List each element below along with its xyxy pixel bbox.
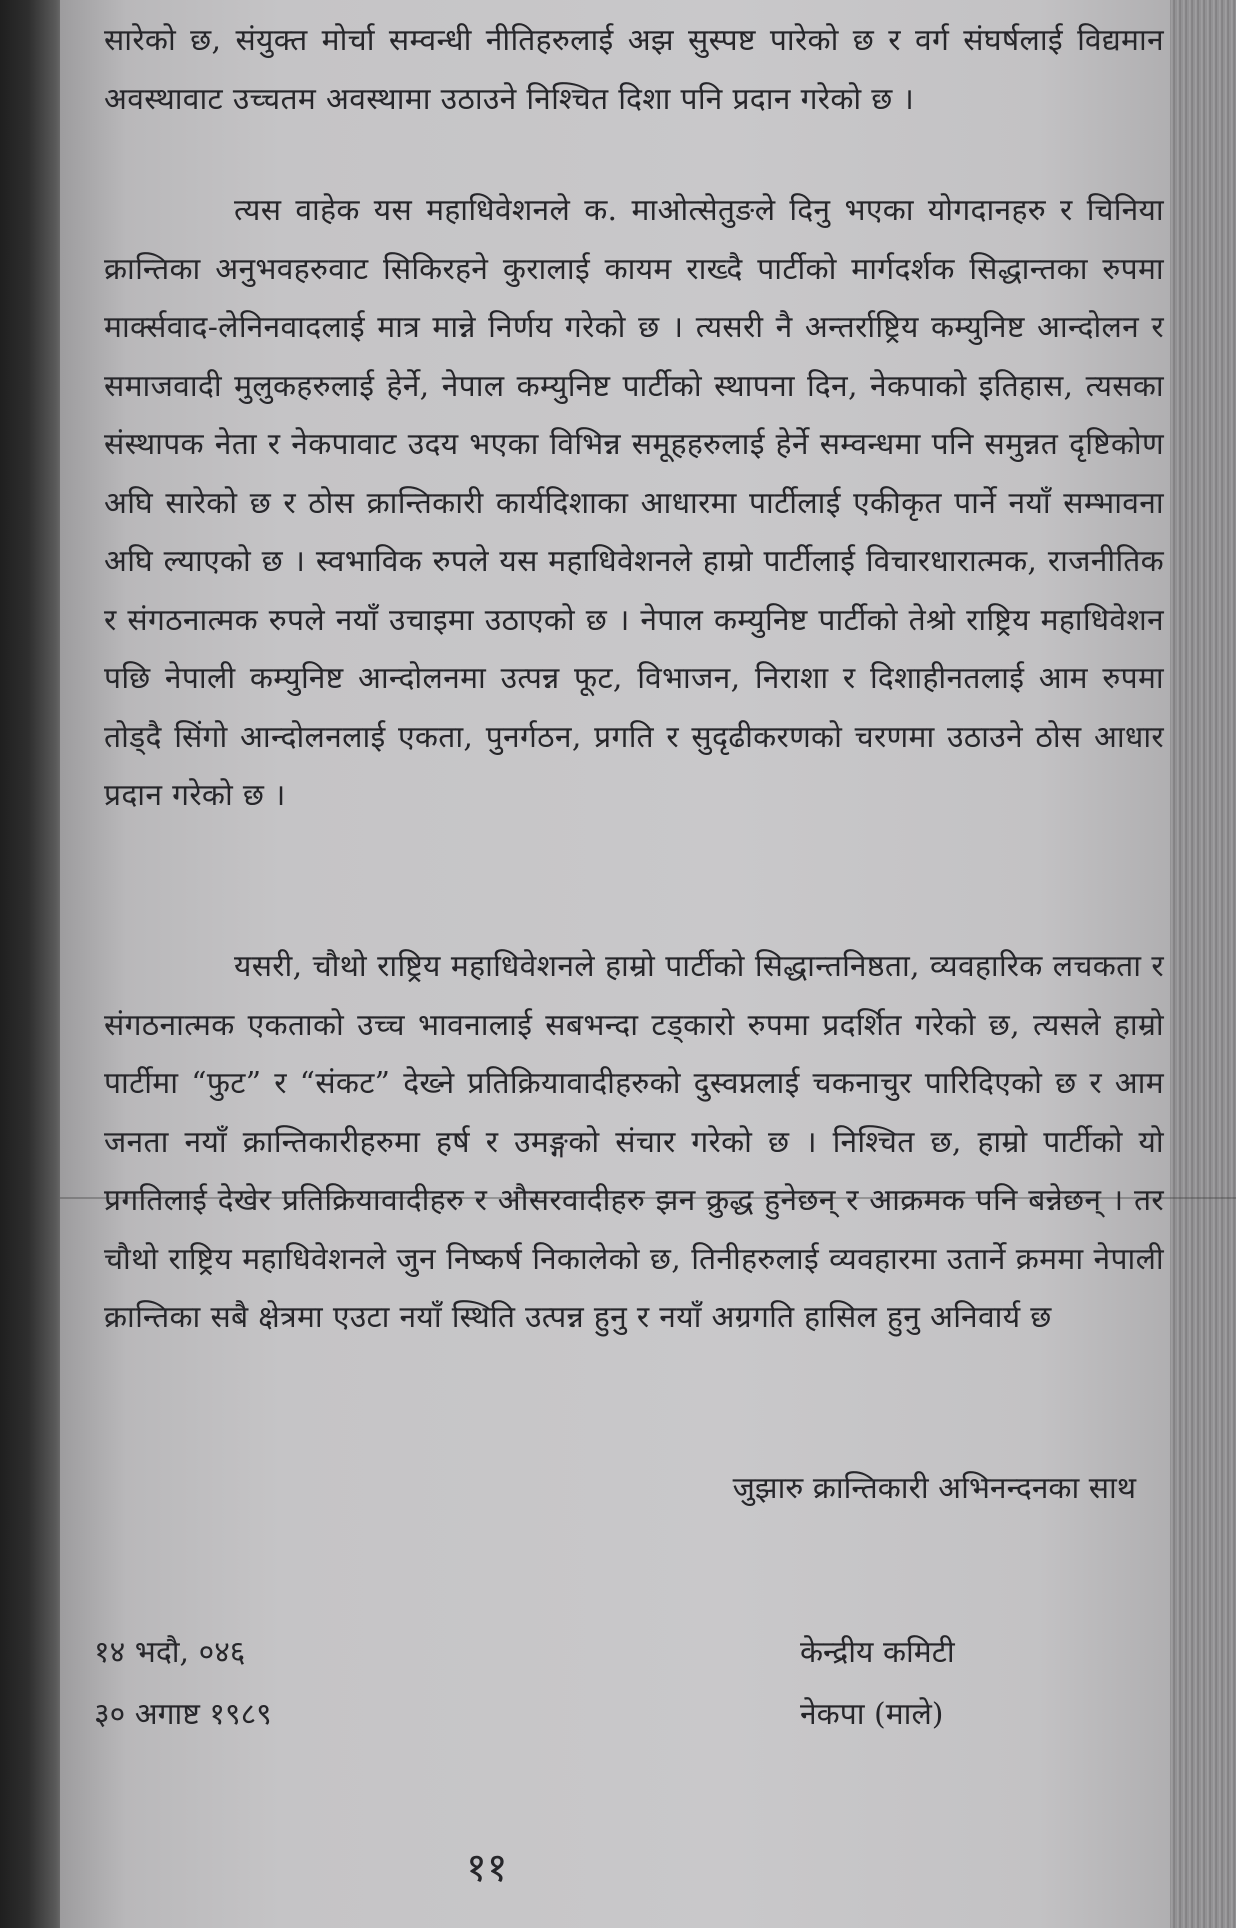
paragraph-3: यसरी, चौथो राष्ट्रिय महाधिवेशनले हाम्रो पार्टीको सिद्धान्तनिष्ठता, व्यवहारिक लचकता र संगठनात्मक एकताको उच्च भावनालाई सबभन्दा टड्कारो रुपमा प्रदर्शित गरेको छ, त्यसले हाम्रो पार्टीमा “फुट” र “संकट” देख्ने प्रतिक्रियावादीहरुको दुस्वप्नलाई चकनाचुर पारिदिएको छ र आम जनता नयाँ क्रान्तिकारीहरुमा हर्ष र उमङ्गको संचार गरेको छ । निश्चित छ, हाम्रो पार्टीको यो प्रगतिलाई देखेर प्रतिक्रियावादीहरु र औसरवादीहरु झन क्रुद्ध हुनेछन् र आक्रमक पनि बन्नेछन् । तर चौथो राष्ट्रिय महाधिवेशनले जुन निष्कर्ष निकालेको छ, तिनीहरुलाई व्यवहारमा उतार्ने क्रममा नेपाली क्रान्तिका सबै क्षेत्रमा एउटा नयाँ स्थिति उत्पन्न हुनु र नयाँ अग्रगति हासिल हुनु अनिवार्य छ (104, 949, 1164, 1335)
paragraph-2: त्यस वाहेक यस महाधिवेशनले क. माओत्सेतुङले दिनु भएका योगदानहरु र चिनिया क्रान्तिका अनुभवहरुवाट सिकिरहने कुरालाई कायम राख्दै पार्टीको मार्गदर्शक सिद्धान्तका रुपमा मार्क्सवाद-लेनिनवादलाई मात्र मान्ने निर्णय गरेको छ । त्यसरी नै अन्तर्राष्ट्रिय कम्युनिष्ट आन्दोलन र समाजवादी मुलुकहरुलाई हेर्ने, नेपाल कम्युनिष्ट पार्टीको स्थापना दिन, नेकपाको इतिहास, त्यसका संस्थापक नेता र नेकपावाट उदय भएका विभिन्न समूहहरुलाई हेर्ने सम्वन्धमा पनि समुन्नत दृष्टिकोण अघि सारेको छ र ठोस क्रान्तिकारी कार्यदिशाका आधारमा पार्टीलाई एकीकृत पार्ने नयाँ सम्भावना अघि ल्याएको छ । स्वभाविक रुपले यस महाधिवेशनले हाम्रो पार्टीलाई विचारधारात्मक, राजनीतिक र संगठनात्मक रुपले नयाँ उचाइमा उठाएको छ । नेपाल कम्युनिष्ट पार्टीको तेश्रो राष्ट्रिय महाधिवेशन पछि नेपाली कम्युनिष्ट आन्दोलनमा उत्पन्न फूट, विभाजन, निराशा र दिशाहीनतलाई आम रुपमा तोड्दै सिंगो आन्दोलनलाई एकता, पुनर्गठन, प्रगति र सुदृढीकरणको चरणमा उठाउने ठोस आधार प्रदान गरेको छ । (104, 193, 1164, 813)
signature-block (800, 1622, 955, 1746)
date-block (94, 1622, 272, 1746)
date-english: ३० अगाष्ट १९८९ (94, 1697, 272, 1732)
signature-party: नेकपा (माले) (800, 1697, 944, 1732)
closing-salutation: जुझारु क्रान्तिकारी अभिनन्दनका साथ (732, 1471, 1136, 1506)
paragraph-1: सारेको छ, संयुक्त मोर्चा सम्वन्धी नीतिहरुलाई अझ सुस्पष्ट पारेको छ र वर्ग संघर्षलाई विद्यमान अवस्थावाट उच्चतम अवस्थामा उठाउने निश्चित दिशा पनि प्रदान गरेको छ । (104, 23, 1164, 117)
page-edge-stack (1170, 0, 1236, 1928)
date-nepali: १४ भदौ, ०४६ (94, 1635, 246, 1670)
signature-committee: केन्द्रीय कमिटी (800, 1635, 955, 1670)
page-number: ११ (466, 1845, 508, 1891)
